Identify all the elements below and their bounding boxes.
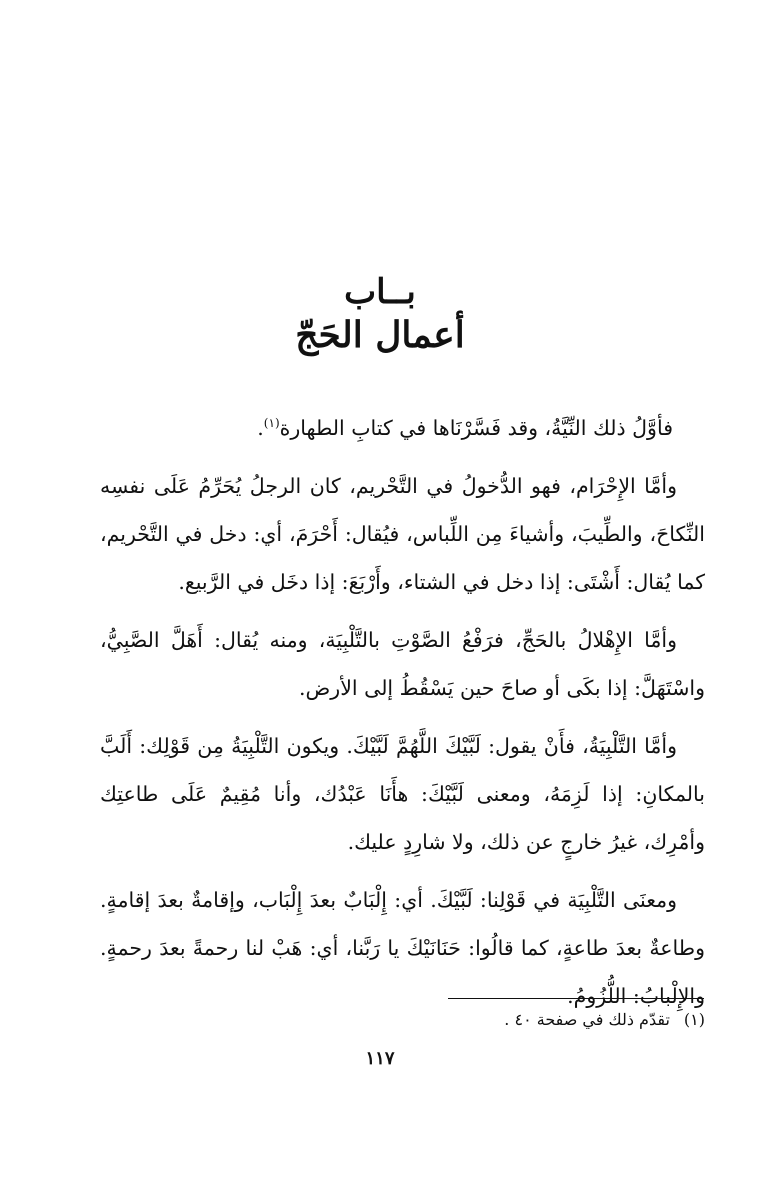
footnote-number: (١) bbox=[683, 1010, 705, 1029]
paragraph-ihram: وأمَّا الإِحْرَام، فهو الدُّخولُ في التَّحْريم، كان الرجلُ يُحَرِّمُ عَلَى نفسِه النِّكاحَ، والطِّيبَ، وأشياءَ مِن اللِّباس، فيُقال: أَحْرَمَ، أي: دخل في التَّحْريم، كما يُقال: أَشْتَى: إذا دخل في الشتاء، وأَرْبَعَ: إذا دخَل في الرَّبيع. bbox=[100, 474, 705, 594]
chapter-title: أعمال الحَجّ bbox=[295, 314, 465, 356]
footnote-divider bbox=[448, 998, 704, 999]
paragraph-talbiya-meaning: ومعنَى التَّلْبِيَة في قَوْلِنا: لَبَّيْكَ. أي: إِلْبَابٌ بعدَ إِلْبَاب، وإقامةٌ بعدَ إقامةٍ. وطاعةٌ بعدَ طاعةٍ، كما قالُوا: حَنَانَيْكَ يا رَبَّنا، أي: هَبْ لنا رحمةً بعدَ رحمةٍ. والإِلْبابُ: اللُّزُومُ. bbox=[100, 888, 705, 1008]
paragraph-end: . bbox=[257, 416, 264, 440]
paragraph-text: فأوَّلُ ذلك النِّيَّةُ، وقد فَسَّرْنَاها في كتابِ الطهارة bbox=[279, 416, 673, 440]
page-number: ١١٧ bbox=[365, 1048, 395, 1069]
paragraph-talbiya: وأمَّا التَّلْبِيَةُ، فأَنْ يقول: لَبَّيْكَ اللَّهُمَّ لَبَّيْكَ. ويكون التَّلْبِيَةُ مِن قَوْلِك: أَلَبَّ بالمكانِ: إذا لَزِمَهُ، ومعنى لَبَّيْكَ: هأَنَا عَبْدُك، وأنا مُقِيمٌ عَلَى طاعتِك وأمْرِك، غيرُ خارجٍ عن ذلك، ولا شارِدٍ عليك. bbox=[100, 734, 705, 854]
footnote-reference[interactable]: (١) bbox=[263, 416, 280, 431]
paragraph-ihlal: وأمَّا الإِهْلالُ بالحَجِّ، فرَفْعُ الصَّوْتِ بالتَّلْبِيَة، ومنه يُقال: أَهَلَّ الصَّبِيُّ، واسْتَهَلَّ: إذا بكَى أو صاحَ حين يَسْقُطُ إلى الأرض. bbox=[100, 628, 705, 700]
paragraph-intention bbox=[100, 404, 705, 452]
footnote bbox=[300, 1006, 705, 1034]
footnote-text: تقدّم ذلك في صفحة ٤٠ . bbox=[504, 1010, 670, 1029]
body-text bbox=[100, 404, 705, 1030]
chapter-label: بــاب bbox=[344, 272, 416, 312]
